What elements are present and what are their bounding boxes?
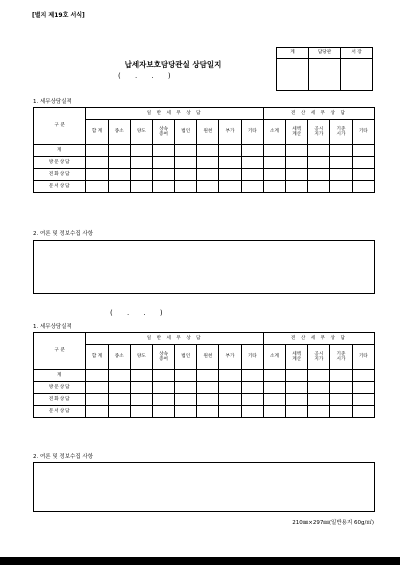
division-header: 구 분 [34, 108, 86, 145]
computer-tax-group-header: 전 산 세 무 상 담 [263, 333, 374, 345]
data-cell[interactable] [286, 382, 308, 394]
data-cell[interactable] [219, 145, 241, 157]
table-row [34, 145, 375, 157]
table-row [34, 406, 375, 418]
table-row [34, 370, 375, 382]
data-cell[interactable] [175, 157, 197, 169]
general-tax-group-header: 일 반 세 무 상 담 [86, 333, 263, 345]
data-cell[interactable] [330, 394, 352, 406]
data-cell[interactable] [352, 382, 374, 394]
section-title: 1. 세무상담실적 [33, 324, 72, 330]
data-cell[interactable] [108, 370, 130, 382]
data-cell[interactable] [241, 370, 263, 382]
data-cell[interactable] [330, 169, 352, 181]
column-header: 양도 [130, 345, 152, 370]
division-header: 구 분 [34, 333, 86, 370]
data-cell[interactable] [241, 181, 263, 193]
column-header: 공시 지가 [308, 120, 330, 145]
column-header: 종소 [108, 120, 130, 145]
data-cell[interactable] [241, 169, 263, 181]
data-cell[interactable] [108, 406, 130, 418]
data-cell[interactable] [352, 406, 374, 418]
approval-table [276, 47, 373, 91]
data-cell[interactable] [308, 157, 330, 169]
data-cell[interactable] [108, 394, 130, 406]
data-cell[interactable] [175, 382, 197, 394]
data-cell[interactable] [175, 181, 197, 193]
data-cell[interactable] [286, 394, 308, 406]
data-cell[interactable] [286, 370, 308, 382]
data-cell[interactable] [197, 382, 219, 394]
data-cell[interactable] [130, 394, 152, 406]
data-cell[interactable] [86, 169, 108, 181]
data-cell[interactable] [130, 169, 152, 181]
data-cell[interactable] [197, 181, 219, 193]
data-cell[interactable] [86, 157, 108, 169]
data-cell[interactable] [86, 145, 108, 157]
data-cell[interactable] [286, 169, 308, 181]
paper-size-note: 210㎜×297㎜(일반용지 60g/㎡) [292, 520, 374, 526]
column-header: 원천 [197, 120, 219, 145]
column-header: 원천 [197, 345, 219, 370]
data-cell[interactable] [130, 382, 152, 394]
data-cell[interactable] [108, 181, 130, 193]
data-cell[interactable] [241, 145, 263, 157]
row-label: 문서상담 [34, 406, 86, 418]
data-cell[interactable] [152, 406, 174, 418]
data-cell[interactable] [219, 382, 241, 394]
column-header: 상속 증여 [152, 120, 174, 145]
column-header: 법인 [175, 345, 197, 370]
table-row [34, 169, 375, 181]
data-cell[interactable] [86, 406, 108, 418]
data-cell[interactable] [263, 394, 285, 406]
table-row [34, 382, 375, 394]
data-cell[interactable] [108, 169, 130, 181]
data-cell[interactable] [308, 370, 330, 382]
data-cell[interactable] [308, 382, 330, 394]
data-cell[interactable] [197, 145, 219, 157]
data-cell[interactable] [241, 406, 263, 418]
data-cell[interactable] [108, 145, 130, 157]
data-cell[interactable] [352, 181, 374, 193]
opinion-box[interactable] [33, 240, 375, 294]
date-field: ( . . ) [118, 72, 177, 80]
column-header: 기타 [352, 120, 374, 145]
data-cell[interactable] [152, 382, 174, 394]
data-cell[interactable] [130, 157, 152, 169]
data-cell[interactable] [308, 406, 330, 418]
data-cell[interactable] [219, 169, 241, 181]
page-title: 납세자보호담당관실 상담일지 [124, 60, 222, 69]
column-header: 부가 [219, 345, 241, 370]
approval-header-officer: 담당관 [309, 48, 341, 59]
data-cell[interactable] [286, 145, 308, 157]
data-cell[interactable] [175, 145, 197, 157]
data-cell[interactable] [86, 394, 108, 406]
data-cell[interactable] [263, 157, 285, 169]
column-header: 합 계 [86, 120, 108, 145]
data-cell[interactable] [308, 169, 330, 181]
data-cell[interactable] [330, 382, 352, 394]
data-cell[interactable] [197, 169, 219, 181]
column-header: 상속 증여 [152, 345, 174, 370]
column-header: 소계 [263, 345, 285, 370]
approval-header-team: 계 [277, 48, 309, 59]
approval-header-director: 서 장 [341, 48, 373, 59]
data-cell[interactable] [263, 382, 285, 394]
column-header: 양도 [130, 120, 152, 145]
data-cell[interactable] [130, 145, 152, 157]
column-header: 합 계 [86, 345, 108, 370]
data-cell[interactable] [152, 370, 174, 382]
data-cell[interactable] [352, 145, 374, 157]
data-cell[interactable] [152, 181, 174, 193]
section-title: 2. 여론 및 정보수집 사항 [33, 454, 94, 460]
data-cell[interactable] [86, 382, 108, 394]
data-cell[interactable] [263, 370, 285, 382]
data-cell[interactable] [197, 406, 219, 418]
data-cell[interactable] [219, 370, 241, 382]
data-cell[interactable] [175, 406, 197, 418]
data-cell[interactable] [197, 157, 219, 169]
column-header: 기준 시가 [330, 120, 352, 145]
data-cell[interactable] [308, 145, 330, 157]
data-cell[interactable] [330, 406, 352, 418]
data-cell[interactable] [152, 145, 174, 157]
data-cell[interactable] [152, 157, 174, 169]
data-cell[interactable] [86, 181, 108, 193]
table-row [34, 157, 375, 169]
data-cell[interactable] [219, 181, 241, 193]
computer-tax-group-header: 전 산 세 무 상 담 [263, 108, 374, 120]
data-cell[interactable] [286, 181, 308, 193]
column-header: 세액 계산 [286, 120, 308, 145]
table-row [34, 181, 375, 193]
consultation-table [33, 107, 375, 193]
data-cell[interactable] [130, 370, 152, 382]
signature-cell[interactable] [277, 59, 309, 91]
data-cell[interactable] [330, 181, 352, 193]
row-label: 방문상담 [34, 382, 86, 394]
table-row [34, 394, 375, 406]
data-cell[interactable] [219, 394, 241, 406]
column-header: 법인 [175, 120, 197, 145]
data-cell[interactable] [263, 406, 285, 418]
data-cell[interactable] [308, 181, 330, 193]
row-label: 전화상담 [34, 169, 86, 181]
data-cell[interactable] [308, 394, 330, 406]
data-cell[interactable] [330, 145, 352, 157]
date-field: ( . . ) [110, 309, 169, 317]
data-cell[interactable] [152, 394, 174, 406]
consultation-table [33, 332, 375, 418]
column-header: 공시 지가 [308, 345, 330, 370]
data-cell[interactable] [286, 157, 308, 169]
data-cell[interactable] [286, 406, 308, 418]
data-cell[interactable] [219, 157, 241, 169]
data-cell[interactable] [352, 169, 374, 181]
data-cell[interactable] [263, 169, 285, 181]
signature-cell[interactable] [341, 59, 373, 91]
data-cell[interactable] [241, 382, 263, 394]
data-cell[interactable] [330, 370, 352, 382]
form-label: [별지 제19호 서식] [32, 12, 85, 19]
data-cell[interactable] [197, 370, 219, 382]
section-title: 2. 여론 및 정보수집 사항 [33, 231, 94, 237]
column-header: 기타 [352, 345, 374, 370]
data-cell[interactable] [241, 394, 263, 406]
row-label: 문서상담 [34, 181, 86, 193]
data-cell[interactable] [352, 394, 374, 406]
data-cell[interactable] [219, 406, 241, 418]
data-cell[interactable] [263, 145, 285, 157]
data-cell[interactable] [175, 394, 197, 406]
bottom-border [0, 557, 400, 565]
data-cell[interactable] [352, 157, 374, 169]
column-header: 기준 시가 [330, 345, 352, 370]
opinion-box[interactable] [33, 462, 375, 512]
data-cell[interactable] [175, 370, 197, 382]
column-header: 소계 [263, 120, 285, 145]
data-cell[interactable] [108, 382, 130, 394]
row-label: 방문상담 [34, 157, 86, 169]
section-title: 1. 세무상담실적 [33, 99, 72, 105]
row-label: 계 [34, 370, 86, 382]
data-cell[interactable] [175, 169, 197, 181]
data-cell[interactable] [130, 406, 152, 418]
column-header: 기타 [241, 120, 263, 145]
data-cell[interactable] [197, 394, 219, 406]
column-header: 부가 [219, 120, 241, 145]
data-cell[interactable] [330, 157, 352, 169]
data-cell[interactable] [263, 181, 285, 193]
general-tax-group-header: 일 반 세 무 상 담 [86, 108, 263, 120]
column-header: 세액 계산 [286, 345, 308, 370]
data-cell[interactable] [108, 157, 130, 169]
data-cell[interactable] [352, 370, 374, 382]
column-header: 종소 [108, 345, 130, 370]
data-cell[interactable] [130, 181, 152, 193]
column-header: 기타 [241, 345, 263, 370]
data-cell[interactable] [86, 370, 108, 382]
data-cell[interactable] [241, 157, 263, 169]
row-label: 계 [34, 145, 86, 157]
row-label: 전화상담 [34, 394, 86, 406]
signature-cell[interactable] [309, 59, 341, 91]
data-cell[interactable] [152, 169, 174, 181]
